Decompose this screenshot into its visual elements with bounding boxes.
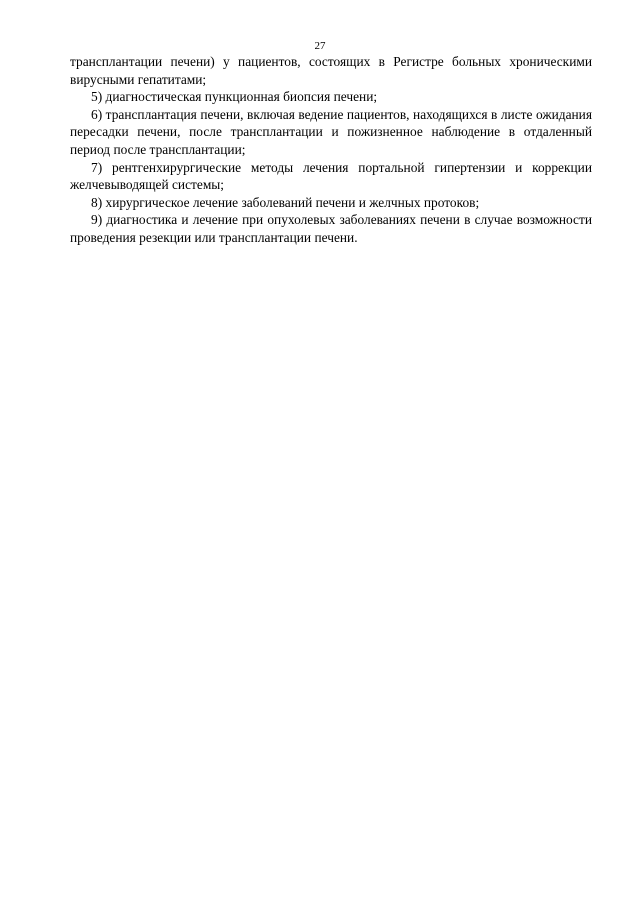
paragraph-continuation: трансплантации печени) у пациентов, состоящих в Регистре больных хроническими вирусными гепатитами; <box>70 54 592 87</box>
page-number: 27 <box>314 40 326 52</box>
list-item-7: 7) рентгенхирургические методы лечения портальной гипертензии и коррекции желчевыводящей системы; <box>70 159 592 193</box>
document-body <box>70 53 592 247</box>
list-item-5: 5) диагностическая пункционная биопсия печени; <box>91 89 378 105</box>
list-item-9: 9) диагностика и лечение при опухолевых заболеваниях печени в случае возможности проведения резекции или трансплантации печени. <box>70 212 592 245</box>
list-item-6: 6) трансплантация печени, включая ведение пациентов, находящихся в листе ожидания пересадки печени, после трансплантации и пожизненное наблюдение в отдаленный период после трансплантации; <box>70 106 592 157</box>
list-item-8: 8) хирургическое лечение заболеваний печени и желчных протоков; <box>91 194 480 210</box>
